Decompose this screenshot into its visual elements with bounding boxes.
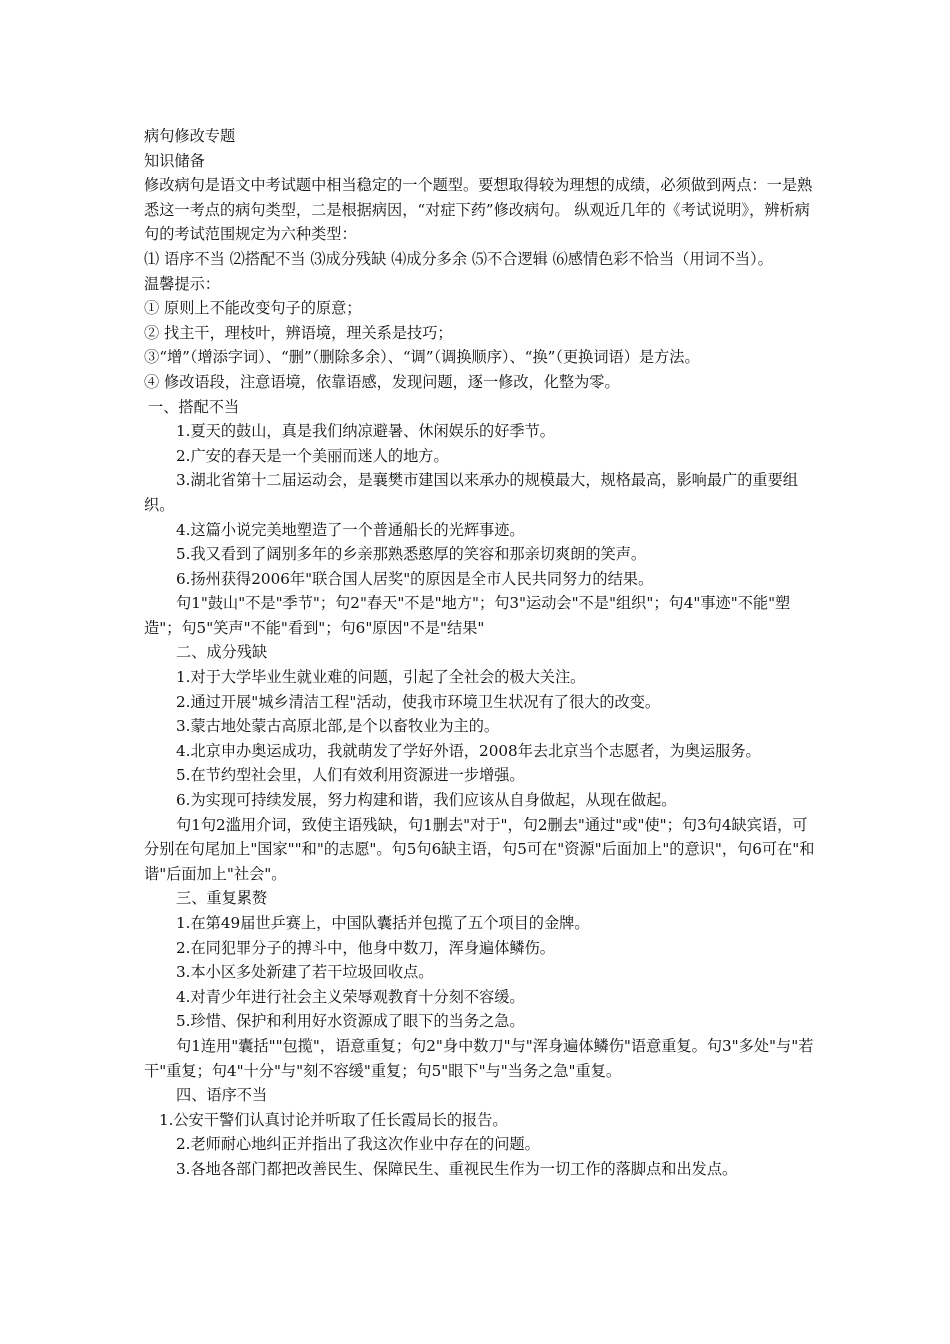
example-sentence: 3.湖北省第十二届运动会，是襄樊市建国以来承办的规模最大，规格最高，影响最广的重要组织。 xyxy=(144,471,798,514)
answer-explanation: 句1"鼓山"不是"季节"；句2"春天"不是"地方"；句3"运动会"不是"组织"；句4"事迹"不能"塑造"；句5"笑声"不能"看到"；句6"原因"不是"结果" xyxy=(144,594,791,637)
tips-heading: 温馨提示： xyxy=(144,274,220,293)
tip-item: ② 找主干，理枝叶，辨语境，理关系是技巧； xyxy=(144,323,453,342)
error-types-list: ⑴ 语序不当 ⑵搭配不当 ⑶成分残缺 ⑷成分多余 ⑸不合逻辑 ⑹感情色彩不恰当（用词不当）。 xyxy=(144,249,773,268)
answer-explanation: 句1连用"囊括""包揽"，语意重复；句2"身中数刀"与"浑身遍体鳞伤"语意重复。句3"多处"与"若干"重复；句4"十分"与"刻不容缓"重复；句5"眼下"与"当务之急"重复。 xyxy=(144,1036,814,1080)
answer-explanation: 句1句2滥用介词，致使主语残缺，句1删去"对于"，句2删去"通过"或"使"；句3句4缺宾语，可分别在句尾加上"国家""和"的志愿"。句5句6缺主语，句5可在"资源"后面加上"的意识"，句6可在"和谐"后面加上"社会"。 xyxy=(144,815,815,883)
example-sentence: 3.各地各部门都把改善民生、保障民生、重视民生作为一切工作的落脚点和出发点。 xyxy=(176,1159,738,1178)
tip-item: ③“增”（增添字词）、“删”（删除多余）、“调”（调换顺序）、“换”（更换词语）是方法。 xyxy=(144,348,700,367)
example-sentence: 6.扬州获得2006年"联合国人居奖"的原因是全市人民共同努力的结果。 xyxy=(176,569,654,588)
document-title: 病句修改专题 xyxy=(144,127,236,145)
tip-item: ① 原则上不能改变句子的原意； xyxy=(144,299,362,318)
section-heading: 一、搭配不当 xyxy=(148,397,240,416)
example-sentence: 5.我又看到了阔别多年的乡亲那熟悉憨厚的笑容和那亲切爽朗的笑声。 xyxy=(176,545,647,564)
section-heading: 四、语序不当 xyxy=(176,1086,268,1105)
section-heading-knowledge: 知识储备 xyxy=(144,151,205,170)
section-heading: 二、成分残缺 xyxy=(176,643,268,662)
example-sentence: 2.通过开展"城乡清洁工程"活动，使我市环境卫生状况有了很大的改变。 xyxy=(176,692,661,711)
tip-item: ④ 修改语段，注意语境，依靠语感，发现问题，逐一修改，化整为零。 xyxy=(144,372,620,391)
example-sentence: 1.对于大学毕业生就业难的问题，引起了全社会的极大关注。 xyxy=(176,668,586,687)
example-sentence: 3.蒙古地处蒙古高原北部,是个以畜牧业为主的。 xyxy=(176,717,500,736)
example-sentence: 2.老师耐心地纠正并指出了我这次作业中存在的问题。 xyxy=(176,1135,540,1154)
example-sentence: 4.这篇小说完美地塑造了一个普通船长的光辉事迹。 xyxy=(176,520,525,539)
example-sentence: 1.公安干警们认真讨论并听取了任长霞局长的报告。 xyxy=(159,1110,508,1129)
document-page xyxy=(144,124,816,1182)
example-sentence: 5.在节约型社会里，人们有效利用资源进一步增强。 xyxy=(176,766,525,785)
example-sentence: 1.在第49届世乒赛上，中国队囊括并包揽了五个项目的金牌。 xyxy=(176,914,590,932)
example-sentence: 4.北京申办奥运成功，我就萌发了学好外语，2008年去北京当个志愿者，为奥运服务。 xyxy=(176,741,761,760)
example-sentence: 1.夏天的鼓山，真是我们纳凉避暑、休闲娱乐的好季节。 xyxy=(176,422,555,441)
example-sentence: 6.为实现可持续发展，努力构建和谐，我们应该从自身做起，从现在做起。 xyxy=(176,791,677,810)
example-sentence: 5.珍惜、保护和利用好水资源成了眼下的当务之急。 xyxy=(176,1012,525,1031)
example-sentence: 4.对青少年进行社会主义荣辱观教育十分刻不容缓。 xyxy=(176,987,525,1006)
example-sentence: 2.广安的春天是一个美丽而迷人的地方。 xyxy=(176,446,449,465)
section-heading: 三、重复累赘 xyxy=(176,889,268,908)
example-sentence: 2.在同犯罪分子的搏斗中，他身中数刀，浑身遍体鳞伤。 xyxy=(176,938,555,957)
example-sentence: 3.本小区多处新建了若干垃圾回收点。 xyxy=(176,963,434,982)
intro-paragraph: 修改病句是语文中考试题中相当稳定的一个题型。要想取得较为理想的成绩，必须做到两点：一是熟悉这一考点的病句类型，二是根据病因，“对症下药”修改病句。 纵观近几年的《考试说明》，辨析病句的考试范围规定为六种类型： xyxy=(144,176,813,244)
